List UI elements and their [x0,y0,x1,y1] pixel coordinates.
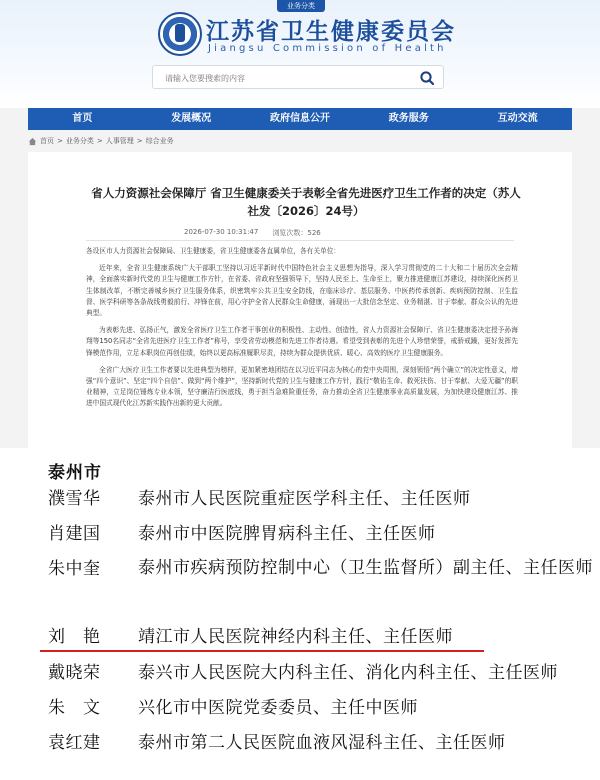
views-count: 526 [307,229,321,237]
person-name: 朱中奎 [48,559,101,579]
person-role: 兴化市中医院党委委员、主任中医师 [138,698,418,718]
home-icon [28,137,37,146]
article-paragraph: 全省广大医疗卫生工作者要以先进典型为榜样，更加紧密地团结在以习近平同志为核心的党中央周围，深刻领悟“两个确立”的决定性意义，增强“四个意识”、坚定“四个自信”、做到“两个维护”，坚持新时代党的卫生与健康工作方针，践行“敬佑生命、救死扶伤、甘于奉献、大爱无疆”的职业精神，立足岗位锤炼专业本领，坚守廉洁行医底线，勇于担当急难险重任务，奋力推动全省卫生健康事业高质量发展，为加快建设健康江苏、推进中国式现代化江苏新实践作出新的更大贡献。 [86,365,518,408]
list-item [48,728,596,758]
person-role: 泰州市中医院脾胃病科主任、主任医师 [138,524,436,544]
breadcrumb-personnel[interactable]: 人事管理 [105,137,134,145]
person-name: 刘 艳 [48,627,101,647]
person-role: 泰兴市人民医院大内科主任、消化内科主任、主任医师 [138,663,558,683]
person-name: 濮雪华 [48,489,101,509]
breadcrumb-separator: > [136,137,143,145]
article-paragraph: 近年来，全省卫生健康系统广大干部职工坚持以习近平新时代中国特色社会主义思想为指导，深入学习贯彻党的二十大和二十届历次全会精神，全面落实新时代党的卫生与健康工作方针，在省委、省政府坚强领导下，坚持人民至上、生命至上，聚力推进健康江苏建设，持续深化医药卫生体制改革，不断完善城乡医疗卫生服务体系，织密筑牢公共卫生安全防线，在临床诊疗、基层服务、中医药传承创新、疾病预防控制、卫生监督、医学科研等各条战线勇毅前行、冲锋在前，用心守护全省人民群众生命健康，涌现出一大批信念坚定、业务精湛、甘于奉献、群众公认的先进典型。 [86,264,518,318]
site-header [0,0,600,108]
person-role: 泰州市疾病预防控制中心（卫生监督所）副主任、主任医师 [138,558,593,578]
person-role: 泰州市人民医院重症医学科主任、主任医师 [138,489,471,509]
main-nav [28,108,572,130]
person-name: 戴晓荣 [48,663,101,683]
breadcrumb-home[interactable]: 首页 [40,137,54,145]
search-icon[interactable] [419,70,435,86]
article-panel [28,152,572,448]
section-title: 泰州市 [48,463,102,483]
article-title: 省人力资源社会保障厅 省卫生健康委关于表彰全省先进医疗卫生工作者的决定（苏人社发〔2026〕24号） [91,186,521,218]
views-label: 浏览次数： [272,229,308,237]
red-highlight-underline [40,650,484,652]
search-box[interactable] [152,65,444,89]
list-item [48,519,596,549]
person-name: 袁红建 [48,733,101,753]
article-views [272,228,320,238]
list-item [48,484,596,514]
emblem-logo-icon [158,12,202,56]
nav-home[interactable]: 首页 [72,113,93,124]
awardee-list [0,448,600,780]
list-item [48,693,596,723]
person-role: 靖江市人民医院神经内科主任、主任医师 [138,627,453,647]
article-date: 2026-07-30 10:31:47 [184,228,259,236]
article-body [86,246,518,416]
breadcrumb-separator: > [57,137,63,145]
site-subtitle: Jiangsu Commission of Health [208,43,447,54]
breadcrumb-general[interactable]: 综合业务 [145,137,174,145]
nav-interaction[interactable]: 互动交流 [497,113,538,124]
article-paragraph: 为表彰先进、弘扬正气，激发全省医疗卫生工作者干事创业的积极性、主动性、创造性，省人力资源社会保障厅、省卫生健康委决定授予孙海翔等150名同志“全省先进医疗卫生工作者”称号，享受省劳动模范和先进工作者待遇。希望受到表彰的先进个人珍惜荣誉，戒骄戒躁，更好发挥先锋模范作用，立足本职岗位再创佳绩，始终以更高标准履职尽责，持续为群众提供优质、暖心、高效的医疗卫生健康服务。 [86,326,518,357]
article-meta [184,228,321,238]
article-salutation: 各设区市人力资源社会保障局、卫生健康委，省卫生健康委各直属单位，各有关单位： [86,247,341,255]
site-title: 江苏省卫生健康委员会 [206,19,456,45]
person-name: 肖建国 [48,524,101,544]
nav-services[interactable]: 政务服务 [388,113,429,124]
category-tag[interactable]: 业务分类 [277,0,325,12]
divider [86,240,514,241]
list-item [48,622,596,652]
search-input[interactable] [165,71,405,85]
breadcrumb-separator: > [96,137,103,145]
breadcrumb-category[interactable]: 业务分类 [65,137,94,145]
person-role: 泰州市第二人民医院血液风湿科主任、主任医师 [138,733,506,753]
nav-gov-info[interactable]: 政府信息公开 [269,113,330,124]
nav-overview[interactable]: 发展概况 [171,113,212,124]
breadcrumb [28,134,572,148]
list-item [48,554,596,620]
list-item [48,658,596,688]
person-name: 朱 文 [48,698,101,718]
